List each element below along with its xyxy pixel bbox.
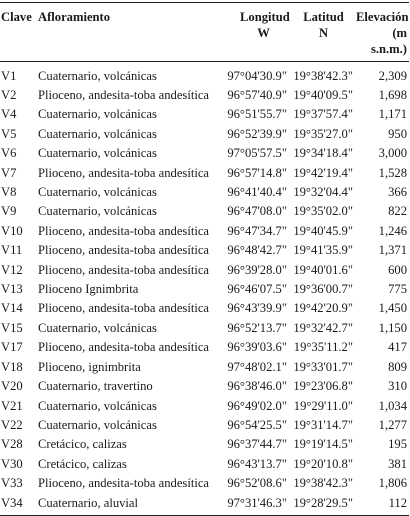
cell-latitud: 19°38'42.3"	[293, 69, 353, 83]
cell-latitud: 19°38'42.3"	[293, 476, 353, 491]
cell-elevacion: 3,000	[378, 146, 407, 161]
cell-clave: V6	[1, 146, 17, 161]
cell-afloramiento: Cuaternario, travertino	[38, 379, 153, 394]
cell-longitud: 96°47'08.0"	[227, 204, 287, 219]
cell-latitud: 19°37'57.4"	[293, 107, 353, 122]
cell-longitud: 97°05'57.5"	[227, 146, 287, 161]
table-row	[0, 358, 409, 377]
cell-afloramiento: Plioceno Ignimbrita	[38, 282, 139, 297]
cell-elevacion: 1,698	[378, 88, 407, 102]
table-row	[0, 222, 409, 241]
cell-longitud: 96°39'28.0"	[227, 262, 287, 277]
cell-afloramiento: Cuaternario, volcánicas	[38, 204, 157, 219]
table-row	[0, 241, 409, 260]
table-body	[0, 62, 409, 516]
header-latitud	[291, 3, 356, 62]
header-elevacion-label: Elevación	[356, 10, 409, 24]
cell-afloramiento: Cuaternario, volcánicas	[38, 185, 157, 200]
cell-clave: V5	[1, 126, 17, 141]
cell-latitud: 19°35'02.0"	[293, 204, 353, 219]
cell-afloramiento: Cuaternario, volcánicas	[38, 107, 157, 122]
cell-latitud: 19°31'14.7"	[293, 417, 353, 432]
table-row	[0, 474, 409, 493]
cell-latitud: 19°33'01.7"	[293, 359, 353, 374]
cell-longitud: 96°52'08.6"	[227, 476, 287, 491]
cell-longitud: 96°51'55.7"	[227, 107, 287, 122]
table-row	[0, 125, 409, 144]
cell-clave: V11	[1, 243, 23, 258]
cell-clave: V30	[1, 456, 23, 471]
cell-elevacion: 600	[388, 262, 407, 277]
cell-latitud: 19°23'06.8"	[293, 379, 353, 394]
cell-afloramiento: Plioceno, andesita-toba andesítica	[38, 262, 210, 277]
cell-afloramiento: Cuaternario, volcánicas	[38, 126, 157, 141]
cell-longitud: 96°54'25.5"	[227, 417, 287, 432]
table-row	[0, 86, 409, 105]
cell-afloramiento: Cuaternario, volcánicas	[38, 146, 157, 161]
cell-latitud: 19°42'20.9"	[293, 301, 353, 316]
cell-afloramiento: Cuaternario, volcánicas	[38, 398, 157, 413]
cell-longitud: 96°47'34.7"	[227, 223, 287, 238]
cell-latitud: 19°32'04.4"	[293, 185, 353, 200]
cell-elevacion: 950	[388, 126, 407, 141]
cell-elevacion: 775	[388, 282, 407, 297]
cell-latitud: 19°28'29.5"	[291, 494, 356, 516]
cell-afloramiento: Cretácico, calizas	[38, 456, 127, 471]
cell-clave: V14	[1, 301, 23, 316]
cell-elevacion: 1,034	[378, 398, 407, 413]
cell-afloramiento: Plioceno, ignimbrita	[38, 359, 141, 374]
cell-latitud: 19°35'27.0"	[293, 126, 353, 141]
cell-latitud: 19°36'00.7"	[293, 282, 353, 297]
cell-clave: V4	[1, 107, 17, 122]
cell-elevacion: 1,171	[378, 107, 407, 122]
cell-longitud: 97°31'46.3"	[220, 494, 291, 516]
cell-clave: V1	[1, 69, 17, 83]
cell-afloramiento: Plioceno, andesita-toba andesítica	[38, 340, 210, 355]
table-row	[0, 105, 409, 124]
cell-clave: V15	[1, 320, 23, 335]
cell-elevacion: 809	[388, 359, 407, 374]
cell-clave: V22	[1, 417, 23, 432]
header-longitud	[220, 3, 291, 62]
cell-clave: V13	[1, 282, 23, 297]
cell-elevacion: 195	[388, 437, 407, 452]
cell-clave: V9	[1, 204, 17, 219]
cell-latitud: 19°35'11.2"	[293, 340, 353, 355]
cell-latitud: 19°40'09.5"	[293, 88, 353, 102]
cell-afloramiento: Cuaternario, volcánicas	[38, 320, 157, 335]
header-longitud-unit: W	[257, 26, 270, 40]
cell-latitud: 19°40'45.9"	[293, 223, 353, 238]
cell-latitud: 19°32'42.7"	[293, 320, 353, 335]
cell-elevacion: 1,150	[378, 320, 407, 335]
cell-longitud: 97°04'30.9"	[227, 69, 287, 83]
cell-clave: V34	[0, 494, 34, 516]
cell-latitud: 19°19'14.5"	[293, 437, 353, 452]
cell-afloramiento: Plioceno, andesita-toba andesítica	[38, 88, 210, 102]
cell-elevacion: 1,371	[378, 243, 407, 258]
table-header	[0, 3, 409, 62]
cell-latitud: 19°41'35.9"	[293, 243, 353, 258]
table-row	[0, 494, 409, 516]
cell-clave: V33	[1, 476, 23, 491]
cell-clave: V18	[1, 359, 23, 374]
header-clave: Clave	[0, 3, 34, 62]
cell-latitud: 19°40'01.6"	[293, 262, 353, 277]
cell-afloramiento: Cuaternario, volcánicas	[38, 417, 157, 432]
header-latitud-unit: N	[318, 26, 329, 40]
cell-elevacion: 417	[388, 340, 407, 355]
cell-clave: V8	[1, 185, 17, 200]
cell-longitud: 96°43'13.7"	[227, 456, 287, 471]
table-row	[0, 202, 409, 221]
cell-elevacion: 822	[388, 204, 407, 219]
cell-longitud: 97°48'02.1"	[227, 359, 287, 374]
cell-elevacion: 2,309	[378, 69, 407, 83]
cell-elevacion: 1,528	[378, 165, 407, 180]
header-elevacion-unit: (m s.n.m.)	[370, 26, 407, 56]
header-row	[0, 3, 409, 62]
cell-longitud: 96°52'13.7"	[227, 320, 287, 335]
table-row	[0, 338, 409, 357]
cell-longitud: 96°43'39.9"	[227, 301, 287, 316]
cell-longitud: 96°52'39.9"	[227, 126, 287, 141]
cell-longitud: 96°37'44.7"	[227, 437, 287, 452]
cell-latitud: 19°42'19.4"	[293, 165, 353, 180]
cell-clave: V17	[1, 340, 23, 355]
table-row	[0, 435, 409, 454]
cell-afloramiento: Plioceno, andesita-toba andesítica	[38, 476, 210, 491]
header-elevacion	[356, 3, 409, 62]
table-row	[0, 377, 409, 396]
table-row	[0, 455, 409, 474]
cell-afloramiento: Plioceno, andesita-toba andesítica	[38, 301, 210, 316]
cell-elevacion: 310	[388, 379, 407, 394]
table-row	[0, 280, 409, 299]
cell-elevacion: 1,277	[378, 417, 407, 432]
cell-latitud: 19°20'10.8"	[293, 456, 353, 471]
table-row	[0, 144, 409, 163]
table-row	[0, 416, 409, 435]
cell-elevacion: 112	[356, 494, 409, 516]
cell-longitud: 96°57'40.9"	[227, 88, 287, 102]
cell-latitud: 19°34'18.4"	[293, 146, 353, 161]
cell-elevacion: 366	[388, 185, 407, 200]
cell-clave: V7	[1, 165, 17, 180]
outcrops-table	[0, 2, 409, 516]
cell-clave: V2	[1, 88, 17, 102]
cell-clave: V12	[1, 262, 23, 277]
table-row	[0, 261, 409, 280]
table-row	[0, 299, 409, 318]
table-row	[0, 62, 409, 87]
cell-clave: V21	[1, 398, 23, 413]
cell-clave: V10	[1, 223, 23, 238]
table-row	[0, 183, 409, 202]
cell-afloramiento: Plioceno, andesita-toba andesítica	[38, 223, 210, 238]
table-row	[0, 164, 409, 183]
header-latitud-label: Latitud	[303, 10, 344, 24]
table-row	[0, 397, 409, 416]
cell-longitud: 96°57'14.8"	[227, 165, 287, 180]
cell-elevacion: 1,246	[378, 223, 407, 238]
header-afloramiento: Afloramiento	[34, 3, 220, 62]
cell-afloramiento: Plioceno, andesita-toba andesítica	[38, 165, 210, 180]
cell-afloramiento: Cuaternario, aluvial	[34, 494, 220, 516]
table-row	[0, 319, 409, 338]
cell-afloramiento: Cuaternario, volcánicas	[38, 69, 157, 83]
cell-longitud: 96°38'46.0"	[227, 379, 287, 394]
cell-longitud: 96°39'03.6"	[227, 340, 287, 355]
cell-clave: V28	[1, 437, 23, 452]
cell-elevacion: 381	[388, 456, 407, 471]
cell-longitud: 96°48'42.7"	[227, 243, 287, 258]
cell-elevacion: 1,450	[378, 301, 407, 316]
cell-longitud: 96°46'07.5"	[227, 282, 287, 297]
header-longitud-label: Longitud	[240, 10, 290, 24]
cell-longitud: 96°49'02.0"	[227, 398, 287, 413]
cell-afloramiento: Cretácico, calizas	[38, 437, 127, 452]
cell-longitud: 96°41'40.4"	[227, 185, 287, 200]
cell-clave: V20	[1, 379, 23, 394]
cell-afloramiento: Plioceno, andesita-toba andesítica	[38, 243, 210, 258]
cell-latitud: 19°29'11.0"	[293, 398, 353, 413]
cell-elevacion: 1,806	[378, 476, 407, 491]
